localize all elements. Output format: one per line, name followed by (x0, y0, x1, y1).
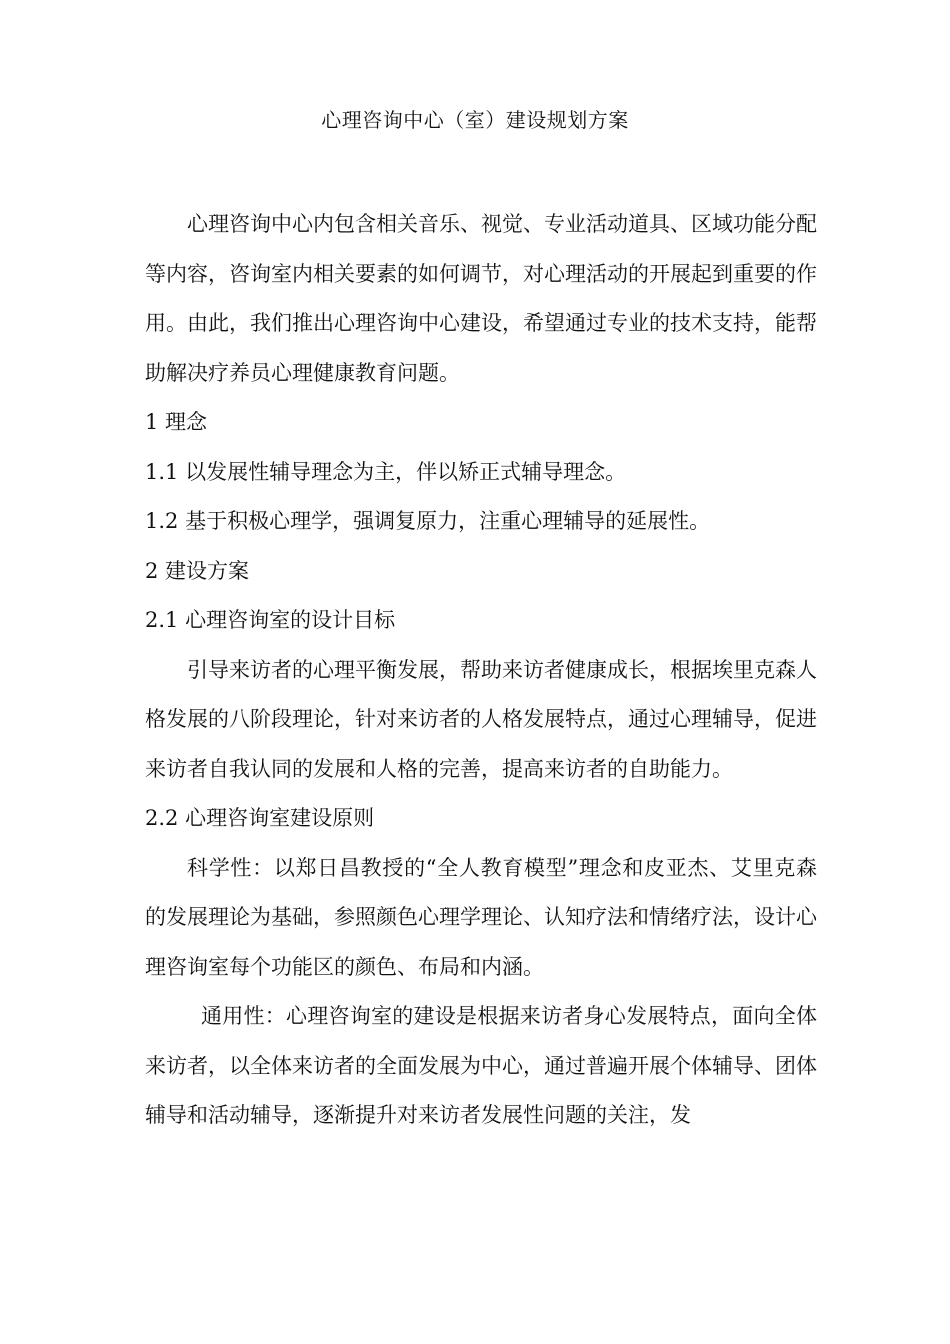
section-2-1-paragraph: 引导来访者的心理平衡发展，帮助来访者健康成长，根据埃里克森人格发展的八阶段理论，针对来访者的人格发展特点，通过心理辅导，促进来访者自我认同的发展和人格的完善，提高来访者的自助能力。 (145, 657, 817, 781)
section-2-2-heading: 2.2 心理咨询室建设原则 (145, 806, 375, 830)
scientific-principle-paragraph: 科学性：以郑日昌教授的“全人教育模型”理念和皮亚杰、艾里克森的发展理论为基础，参照颜色心理学理论、认知疗法和情绪疗法，设计心理咨询室每个功能区的颜色、布局和内涵。 (145, 855, 817, 979)
document-body (145, 200, 817, 1141)
section-2-1-heading: 2.1 心理咨询室的设计目标 (145, 608, 396, 632)
section-2-heading: 2 建设方案 (145, 558, 250, 583)
general-principle-paragraph: 通用性：心理咨询室的建设是根据来访者身心发展特点，面向全体来访者，以全体来访者的全面发展为中心，通过普遍开展个体辅导、团体辅导和活动辅导，逐渐提升对来访者发展性问题的关注，发 (145, 1004, 817, 1127)
section-1-heading: 1 理念 (145, 410, 208, 434)
section-1-2-text: 1.2 基于积极心理学，强调复原力，注重心理辅导的延展性。 (145, 509, 711, 533)
document-title: 心理咨询中心（室）建设规划方案 (321, 108, 629, 132)
section-1-1-text: 1.1 以发展性辅导理念为主，伴以矫正式辅导理念。 (145, 459, 627, 484)
intro-paragraph: 心理咨询中心内包含相关音乐、视觉、专业活动道具、区域功能分配等内容，咨询室内相关要素的如何调节，对心理活动的开展起到重要的作用。由此，我们推出心理咨询中心建设，希望通过专业的技术支持，能帮助解决疗养员心理健康教育问题。 (145, 212, 817, 385)
